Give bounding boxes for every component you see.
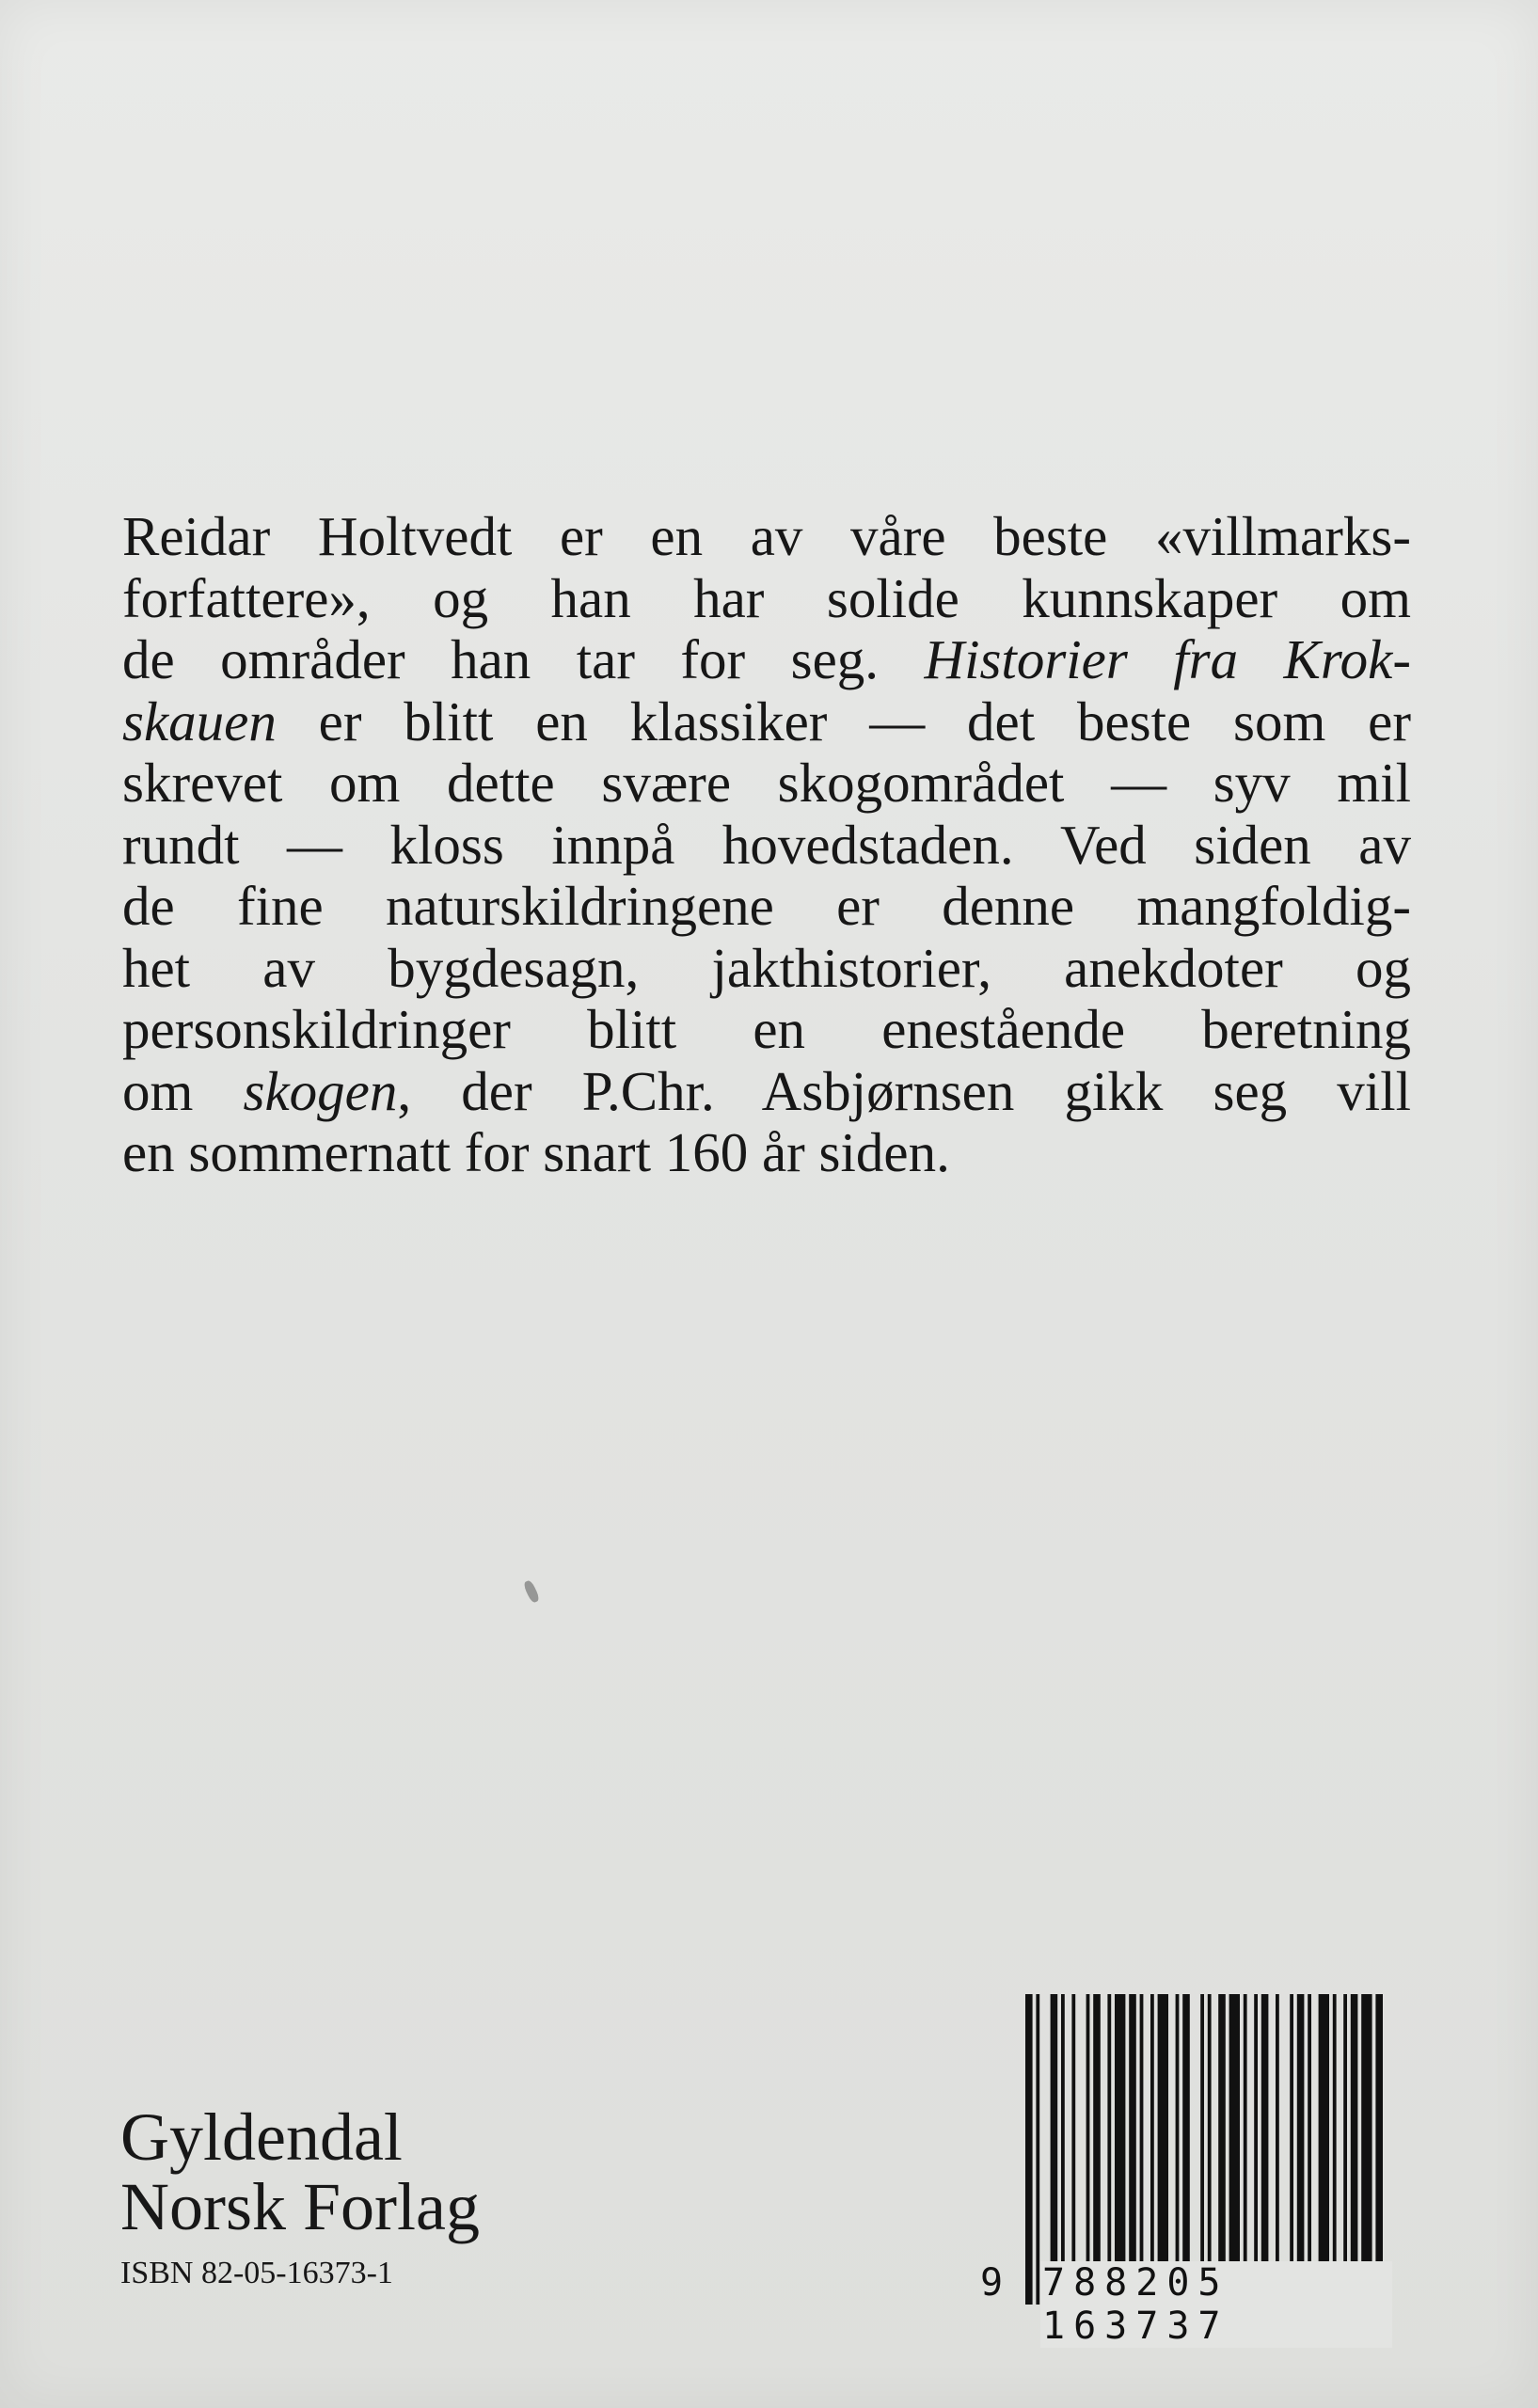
barcode-bar: [1182, 1994, 1190, 2272]
blurb-italic-title: skogen: [243, 1059, 398, 1122]
barcode-bar: [1051, 1994, 1058, 2272]
barcode-bar: [1375, 1994, 1383, 2305]
barcode-bar: [1276, 1994, 1279, 2272]
publisher-block: [120, 2099, 480, 2292]
blurb-text-segment: forfattere», og han har solide kunnskaper om: [122, 566, 1411, 629]
barcode-number: 788205 163737: [1040, 2261, 1392, 2348]
blurb-text-segment: personskildringer blitt en enestående beretning: [122, 998, 1411, 1060]
barcode-bar: [1200, 1994, 1204, 2305]
barcode-first-digit: 9: [980, 2261, 1012, 2305]
barcode-bar: [1261, 1994, 1269, 2272]
barcode-bar: [1229, 1994, 1240, 2272]
barcode-bar: [1061, 1994, 1065, 2272]
barcode-bar: [1361, 1994, 1372, 2305]
barcode-bar: [1208, 1994, 1212, 2305]
blurb-line: [122, 691, 1411, 753]
barcode-bar: [1036, 1994, 1039, 2305]
barcode-bar: [1115, 1994, 1125, 2272]
isbn-label: ISBN 82-05-16373-1: [120, 2256, 393, 2290]
blurb-text-segment: de fine naturskildringene er denne mangfoldig-: [122, 875, 1411, 937]
ean13-barcode-icon: [1025, 1994, 1383, 2305]
barcode-bar: [1107, 1994, 1111, 2272]
barcode-bar: [1071, 1994, 1075, 2272]
barcode-bar: [1158, 1994, 1168, 2272]
blurb-line: [122, 568, 1411, 630]
publisher-name-line-2: Norsk Forlag: [120, 2169, 480, 2244]
blurb-italic-title: Historier fra Krok-: [924, 628, 1411, 690]
blurb-text-segment: en sommernatt for snart 160 år siden.: [122, 1121, 950, 1183]
blurb-text: [122, 506, 1411, 1184]
paper-speck: [522, 1579, 540, 1604]
barcode-bar: [1025, 1994, 1033, 2305]
blurb-line: [122, 629, 1411, 691]
barcode-bar: [1244, 1994, 1247, 2272]
barcode-bar: [1290, 1994, 1293, 2272]
blurb-line: [122, 815, 1411, 877]
barcode-bar: [1140, 1994, 1144, 2272]
blurb-text-segment: het av bygdesagn, jakthistorier, anekdoter og: [122, 936, 1411, 999]
blurb-italic-title: skauen: [122, 689, 277, 752]
barcode-bar: [1093, 1994, 1101, 2272]
barcode-bar: [1150, 1994, 1154, 2272]
blurb-text-segment: Reidar Holtvedt er en av våre beste «villmarks-: [122, 505, 1411, 567]
blurb-line: [122, 506, 1411, 568]
blurb-text-segment: , der P.Chr. Asbjørnsen gikk seg vill: [397, 1059, 1411, 1122]
blurb-text-segment: skrevet om dette svære skogområdet — syv mil: [122, 752, 1411, 814]
barcode-bar: [1351, 1994, 1358, 2272]
blurb-line: [122, 752, 1411, 815]
barcode-bar: [1333, 1994, 1337, 2272]
barcode: [978, 1994, 1392, 2348]
blurb-line: [122, 1122, 1411, 1184]
barcode-bar: [1086, 1994, 1090, 2272]
blurb-text-segment: rundt — kloss innpå hovedstaden. Ved siden av: [122, 813, 1411, 876]
barcode-bar: [1218, 1994, 1226, 2272]
blurb-line: [122, 938, 1411, 1000]
barcode-bar: [1297, 1994, 1305, 2272]
blurb-text-segment: er blitt en klassiker — det beste som er: [276, 689, 1411, 752]
blurb-text-segment: de områder han tar for seg.: [122, 628, 925, 690]
barcode-bar: [1343, 1994, 1347, 2272]
publisher-name-line-1: Gyldendal: [120, 2099, 403, 2175]
blurb-line: [122, 1061, 1411, 1123]
blurb-text-segment: om: [122, 1059, 244, 1122]
blurb-line: [122, 999, 1411, 1061]
blurb-line: [122, 876, 1411, 938]
barcode-bar: [1129, 1994, 1136, 2272]
barcode-bar: [1319, 1994, 1329, 2272]
barcode-bar: [1176, 1994, 1180, 2272]
barcode-bar: [1254, 1994, 1258, 2272]
barcode-bar: [1308, 1994, 1311, 2272]
